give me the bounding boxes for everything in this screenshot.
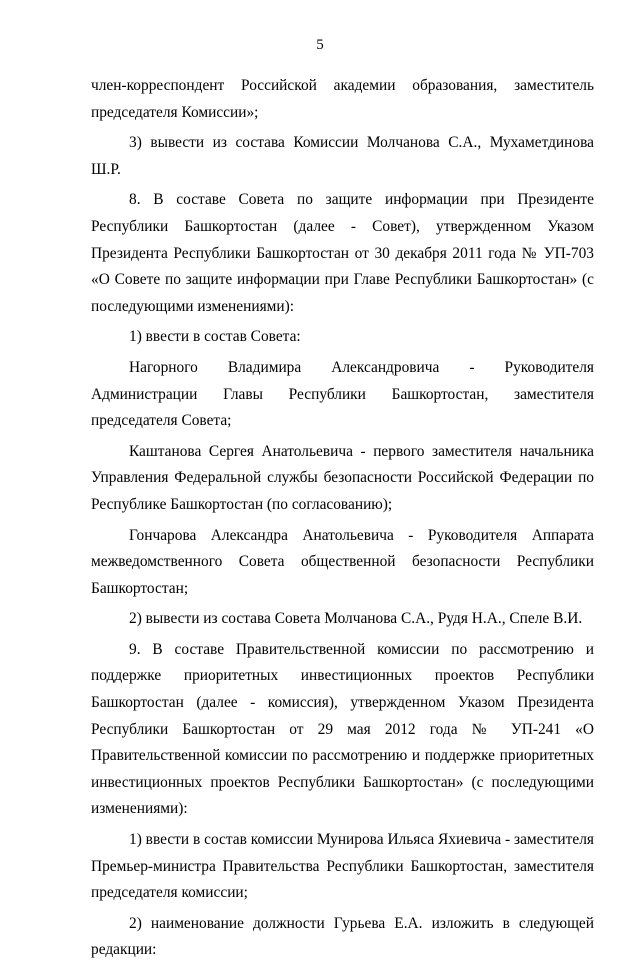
paragraph: 9. В составе Правительственной комиссии по рассмотрению и поддержке приоритетных инвестиционных проектов Республики Башкортостан (далее - комиссия), утвержденном Указом Президента Республики Башкортостан от 29 мая 2012 года № УП-241 «О Правительственной комиссии по рассмотрению и поддержке приоритетных инвестиционных проектов Республики Башкортостан» (с последующими изменениями):	[91, 640, 594, 818]
paragraph: Каштанова Сергея Анатольевича - первого заместителя начальника Управления Федеральной службы безопасности Российской Федерации по Республике Башкортостан (по согласованию);	[91, 442, 594, 513]
paragraph: 1) ввести в состав комиссии Мунирова Ильяса Яхиевича - заместителя Премьер-министра Правительства Республики Башкортостан, заместителя председателя комиссии;	[91, 831, 594, 902]
paragraph: 2) вывести из состава Совета Молчанова С.А., Рудя Н.А., Спеле В.И.	[129, 610, 583, 628]
paragraph: Гончарова Александра Анатольевича - Руководителя Аппарата межведомственного Совета общественной безопасности Республики Башкортостан;	[91, 526, 594, 597]
paragraph: 2) наименование должности Гурьева Е.А. изложить в следующей редакции:	[91, 914, 594, 959]
paragraph: 1) ввести в состав Совета:	[129, 328, 301, 346]
paragraph: член-корреспондент Российской академии образования, заместитель председателя Комиссии»;	[91, 77, 594, 121]
paragraph: Нагорного Владимира Александровича - Руководителя Администрации Главы Республики Башкортостан, заместителя председателя Совета;	[91, 358, 594, 430]
paragraph: 3) вывести из состава Комиссии Молчанова С.А., Мухаметдинова Ш.Р.	[91, 134, 594, 178]
page-number: 5	[316, 37, 324, 53]
paragraph: 8. В составе Совета по защите информации при Президенте Республики Башкортостан (далее - Совет), утвержденном Указом Президента Республики Башкортостан от 30 декабря 2011 года № УП-703 «О Совете по защите информации при Главе Республики Башкортостан» (с последующими изменениями):	[91, 191, 594, 315]
document-body	[91, 73, 594, 964]
